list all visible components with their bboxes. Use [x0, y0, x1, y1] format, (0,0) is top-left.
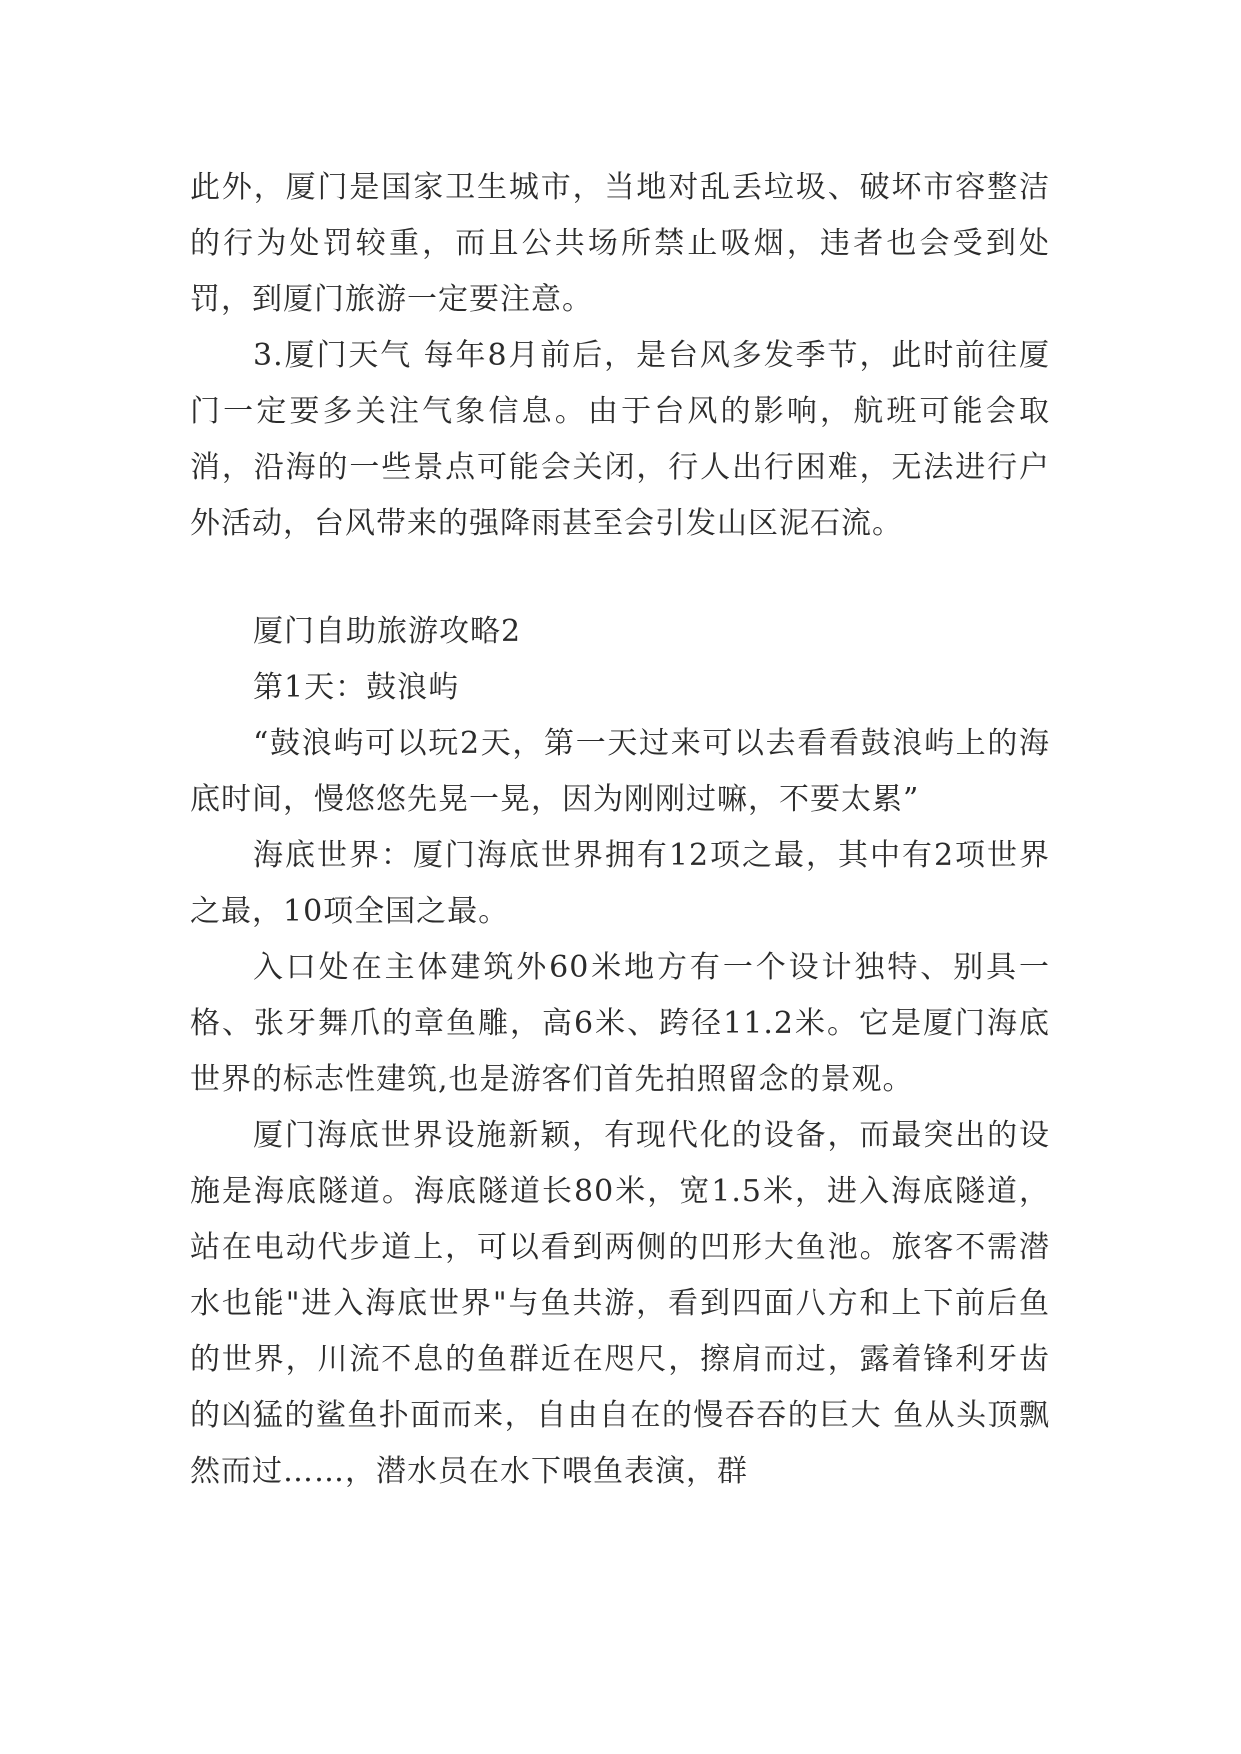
- section-spacer: [190, 552, 1050, 604]
- paragraph-entrance: 入口处在主体建筑外60米地方有一个设计独特、别具一格、张牙舞爪的章鱼雕，高6米、跨径11.2米。它是厦门海底世界的标志性建筑,也是游客们首先拍照留念的景观。: [190, 950, 1050, 1097]
- document-body: [190, 160, 1050, 1500]
- paragraph-tunnel: 厦门海底世界设施新颖，有现代化的设备，而最突出的设施是海底隧道。海底隧道长80米，宽1.5米，进入海底隧道，站在电动代步道上，可以看到两侧的凹形大鱼池。旅客不需潜水也能"进入海底世界"与鱼共游，看到四面八方和上下前后鱼的世界，川流不息的鱼群近在咫尺，擦肩而过，露着锋利牙齿的凶猛的鲨鱼扑面而来，自由自在的慢吞吞的巨大 鱼从头顶飘然而过……，潜水员在水下喂鱼表演，群: [190, 1118, 1050, 1489]
- paragraph-weather: 3.厦门天气 每年8月前后，是台风多发季节，此时前往厦门一定要多关注气象信息。由于台风的影响，航班可能会取消，沿海的一些景点可能会关闭，行人出行困难，无法进行户外活动，台风带来的强降雨甚至会引发山区泥石流。: [190, 338, 1050, 541]
- paragraph-ocean-world: 海底世界：厦门海底世界拥有12项之最，其中有2项世界之最，10项全国之最。: [190, 838, 1050, 929]
- section-title: 厦门自助旅游攻略2: [253, 614, 522, 649]
- day-heading: 第1天：鼓浪屿: [253, 670, 460, 705]
- quote-paragraph: “鼓浪屿可以玩2天，第一天过来可以去看看鼓浪屿上的海底时间，慢悠悠先晃一晃，因为刚刚过嘛，不要太累”: [190, 726, 1050, 817]
- paragraph-hygiene: 此外，厦门是国家卫生城市，当地对乱丢垃圾、破坏市容整洁的行为处罚较重，而且公共场所禁止吸烟，违者也会受到处罚，到厦门旅游一定要注意。: [190, 170, 1050, 317]
